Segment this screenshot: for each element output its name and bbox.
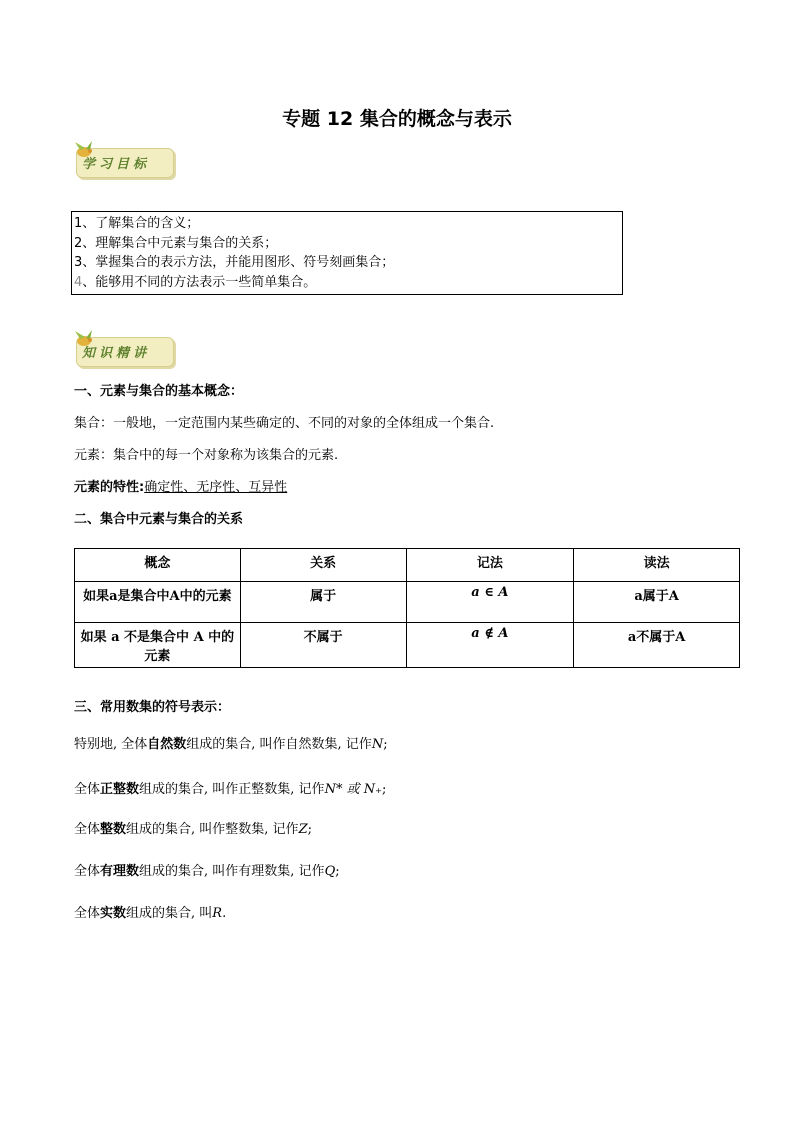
table-header-cell: 记法 xyxy=(406,549,574,582)
numset-line: 特别地, 全体自然数组成的集合, 叫作自然数集, 记作N; xyxy=(74,737,388,752)
numset-line: 全体实数组成的集合, 叫R. xyxy=(74,906,227,921)
table-header-cell: 读法 xyxy=(574,549,740,582)
section-heading: 三、常用数集的符号表示： xyxy=(74,700,231,715)
set-definition: 集合：一般地，一定范围内某些确定的、不同的对象的全体组成一个集合. xyxy=(74,416,495,431)
goal-item: 2、理解集合中元素与集合的关系； xyxy=(74,235,278,251)
properties-label: 元素的特性: xyxy=(74,480,145,495)
learning-goals-box xyxy=(71,211,623,295)
relation-table xyxy=(74,548,740,668)
table-header-row xyxy=(75,549,740,582)
badge-label: 知识精讲 xyxy=(82,346,151,361)
badge-label: 学习目标 xyxy=(82,157,151,172)
numset-line: 全体整数组成的集合, 叫作整数集, 记作Z; xyxy=(74,822,312,837)
reading-cell: a属于A xyxy=(574,582,740,623)
learning-goals-badge xyxy=(72,140,176,182)
properties-value: 确定性、无序性、互异性 xyxy=(144,480,288,495)
table-row xyxy=(75,623,740,668)
element-properties xyxy=(74,476,287,495)
section-heading: 二、集合中元素与集合的关系 xyxy=(74,512,244,527)
page-title: 专题 12 集合的概念与表示 xyxy=(282,108,512,130)
section-heading: 一、元素与集合的基本概念： xyxy=(74,384,244,399)
element-definition: 元素：集合中的每一个对象称为该集合的元素. xyxy=(74,448,339,463)
goal-item: 3、掌握集合的表示方法，并能用图形、符号刻画集合； xyxy=(74,255,395,270)
table-header-cell: 概念 xyxy=(75,549,241,582)
goal-item: 4、能够用不同的方法表示一些简单集合。 xyxy=(74,274,317,290)
notation-cell: a ∈ A xyxy=(406,582,574,623)
notation-cell: a ∉ A xyxy=(406,623,574,668)
table-header-cell: 关系 xyxy=(240,549,406,582)
concept-cell: 如果a是集合中A中的元素 xyxy=(75,582,241,623)
numset-line: 全体有理数组成的集合, 叫作有理数集, 记作Q; xyxy=(74,864,340,879)
concept-cell: 如果 a 不是集合中 A 中的元素 xyxy=(75,623,241,668)
reading-cell: a不属于A xyxy=(574,623,740,668)
relation-cell: 不属于 xyxy=(240,623,406,668)
knowledge-badge xyxy=(72,329,176,371)
numset-line: 全体正整数组成的集合, 叫作正整数集, 记作N* 或 N₊; xyxy=(74,782,387,797)
relation-cell: 属于 xyxy=(240,582,406,623)
goal-item: 1、了解集合的含义； xyxy=(74,216,200,231)
table-row xyxy=(75,582,740,623)
